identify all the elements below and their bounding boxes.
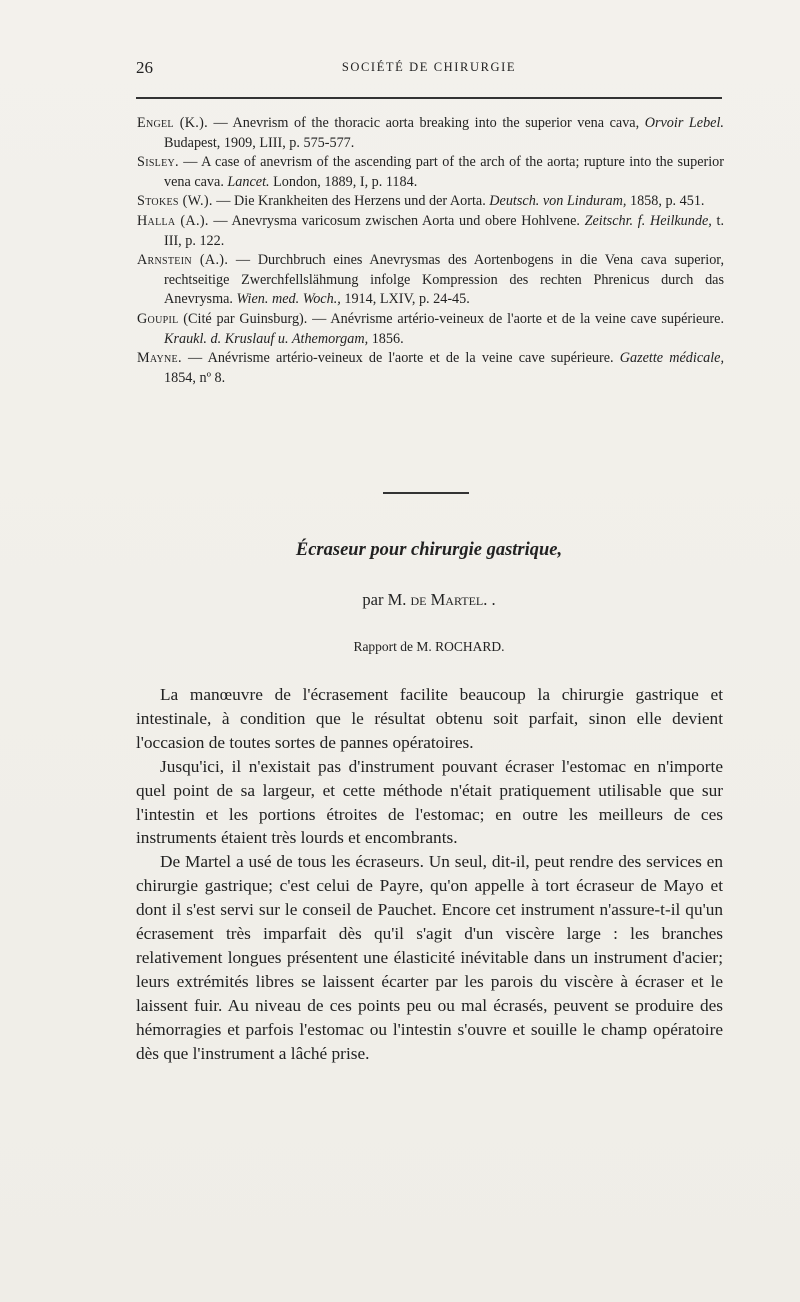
reference-source: Wien. med. Woch., [236,291,341,308]
article-byline [136,590,722,610]
reference-goupil [137,310,724,349]
reference-details: Budapest, 1909, LIII, p. 575-577. [164,134,355,151]
report-attribution: Rapport de M. ROCHARD. [353,639,505,654]
reference-text: — Anevrysma varicosum zwischen Aorta und obere Hohlvene. [208,212,585,229]
body-paragraph: De Martel a usé de tous les écraseurs. Un seul, dit-il, peut rendre des services en chirurgie gastrique; c'est celui de Payre, qu'on appelle à tort écraseur de Mayo et dont il s'est servi sur le conseil de Pauchet. Encore cet instrument n'assure-t-il qu'un écrasement très imparfait dès qu'il s'agit d'un viscère large : les branches relativement longues présentent une élasticité inévitable dans un instrument d'acier; leurs extrémités libres se laissent écarter par les parois du viscère à écraser et le laissent fuir. Au niveau de ces points peu ou mal écrasés, peuvent se produire des hémorragies et parfois l'estomac ou l'intestin s'ouvre et souille le champ opératoire dès que l'instrument a lâché prise. [136,852,723,1063]
reference-details: 1914, LXIV, p. 24-45. [340,291,470,308]
reference-details: London, 1889, I, p. 1184. [269,173,418,190]
journal-title: SOCIÉTÉ DE CHIRURGIE [341,60,517,74]
reference-arnstein [137,251,724,310]
body-paragraph: Jusqu'ici, il n'existait pas d'instrument pouvant écraser l'estomac en n'importe quel point de sa largeur, et cette méthode n'était pratiquement utilisable que sur l'intestin et les portions étroites de l'estomac; en outre les meilleurs de ces instruments étaient très lourds et encombrants. [136,756,723,848]
reference-details: 1856. [368,330,404,347]
reference-halla [137,212,724,251]
reference-text: — Die Krankheiten des Herzens und der Aorta. [212,193,490,210]
reference-author: Mayne. [137,350,182,367]
reference-author: Halla (A.). [137,212,209,229]
running-header [136,58,722,82]
reference-text: — A case of anevrism of the ascending part of the arch of the aorta; rupture into the superior vena cava. [164,154,724,190]
reference-author: Engel (K.). [137,115,208,131]
reference-source: Lancet. [227,173,270,190]
byline-prefix: par M. [362,590,411,609]
section-divider [383,492,469,494]
reference-details: 1854, nº 8. [164,369,226,386]
article-title: Écraseur pour chirurgie gastrique, [295,540,563,560]
reference-engel [137,114,724,153]
reference-text: — Anévrisme artério-veineux de l'aorte et de la veine cave supérieure. [181,350,620,367]
reference-details: t. III, p. 122. [164,212,724,249]
article-body [136,683,723,1066]
reference-source: Orvoir Lebel. [644,115,724,131]
reference-text: (Cité par Guinsburg). — Anévrisme artério-veineux de l'aorte et de la veine cave supérieure. [178,310,724,327]
header-rule [136,97,722,99]
reference-source: Zeitschr. f. Heilkunde, [584,212,712,229]
reference-details: 1858, p. 451. [626,193,705,210]
reference-stokes [137,192,724,212]
reference-author: Arnstein (A.). [137,252,229,269]
body-paragraph: La manœuvre de l'écrasement facilite beaucoup la chirurgie gastrique et intestinale, à condition que le résultat obtenu soit parfait, sinon elle devient l'occasion de toutes sortes de pannes opératoires. [136,685,723,752]
byline-author: de Martel. . [410,590,496,609]
reference-author: Stokes (W.). [137,193,213,210]
reference-text: — Anevrism of the thoracic aorta breaking into the superior vena cava, [207,115,645,131]
reference-sisley [137,153,724,192]
page-number: 26 [136,58,153,77]
reference-author: Sisley. [137,154,179,171]
reference-source: Gazette médicale, [619,350,725,367]
reference-source: Kraukl. d. Kruslauf u. Athemorgam, [164,330,369,347]
reference-text: — Durchbruch eines Anevrysmas des Aortenbogens in die Vena cava superior, rechtseitige Zwerchfellslähmung infolge Kompression des rechten Phrenicus durch das Anevrysma. [164,252,724,308]
reference-mayne [137,349,724,388]
reference-author: Goupil [137,310,179,327]
reference-list [137,114,724,388]
reference-source: Deutsch. von Linduram, [489,193,627,210]
